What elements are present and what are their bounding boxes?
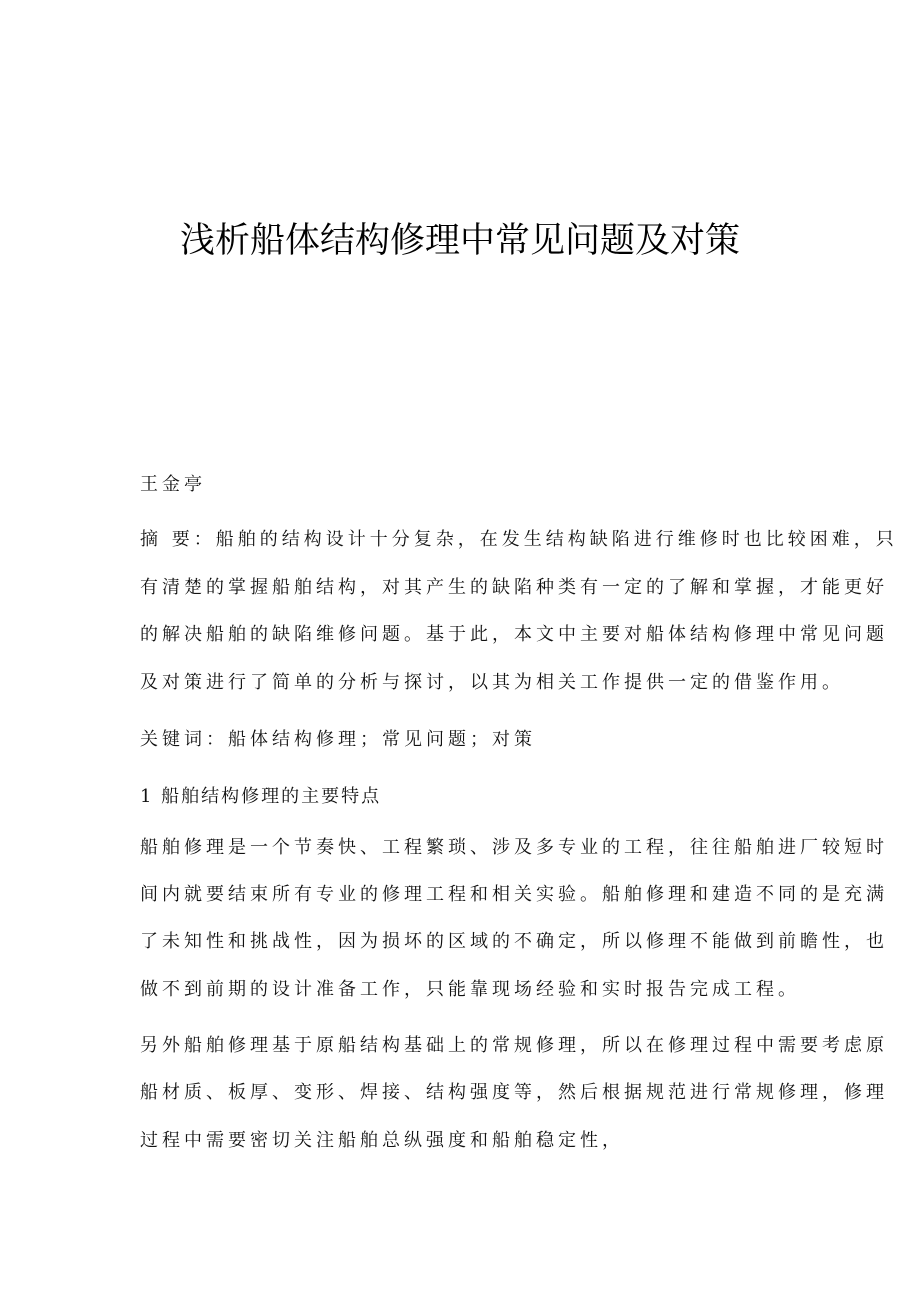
abstract-line: 的解决船舶的缺陷维修问题。基于此，本文中主要对船体结构修理中常见问题 <box>140 624 888 645</box>
abstract-line: 摘 要：船舶的结构设计十分复杂，在发生结构缺陷进行维修时也比较困难，只 <box>140 529 898 550</box>
paragraph-line: 船舶修理是一个节奏快、工程繁琐、涉及多专业的工程，往往船舶进厂较短时 <box>140 837 888 858</box>
paragraph-line: 船材质、板厚、变形、焊接、结构强度等，然后根据规范进行常规修理，修理 <box>140 1082 888 1103</box>
keywords: 关键词：船体结构修理；常见问题；对策 <box>140 729 536 750</box>
paragraph-line: 另外船舶修理基于原船结构基础上的常规修理，所以在修理过程中需要考虑原 <box>140 1035 888 1056</box>
section-heading: 1 船舶结构修理的主要特点 <box>140 786 382 807</box>
abstract-line: 有清楚的掌握船舶结构，对其产生的缺陷种类有一定的了解和掌握，才能更好 <box>140 577 888 598</box>
author: 王金亭 <box>140 474 206 495</box>
paragraph-line: 过程中需要密切关注船舶总纵强度和船舶稳定性， <box>140 1130 624 1151</box>
abstract-line: 及对策进行了简单的分析与探讨，以其为相关工作提供一定的借鉴作用。 <box>140 672 844 693</box>
paragraph-line: 了未知性和挑战性，因为损坏的区域的不确定，所以修理不能做到前瞻性，也 <box>140 931 888 952</box>
paragraph-line: 做不到前期的设计准备工作，只能靠现场经验和实时报告完成工程。 <box>140 979 800 1000</box>
document-title: 浅析船体结构修理中常见问题及对策 <box>179 221 740 261</box>
paragraph-line: 间内就要结束所有专业的修理工程和相关实验。船舶修理和建造不同的是充满 <box>140 884 888 905</box>
